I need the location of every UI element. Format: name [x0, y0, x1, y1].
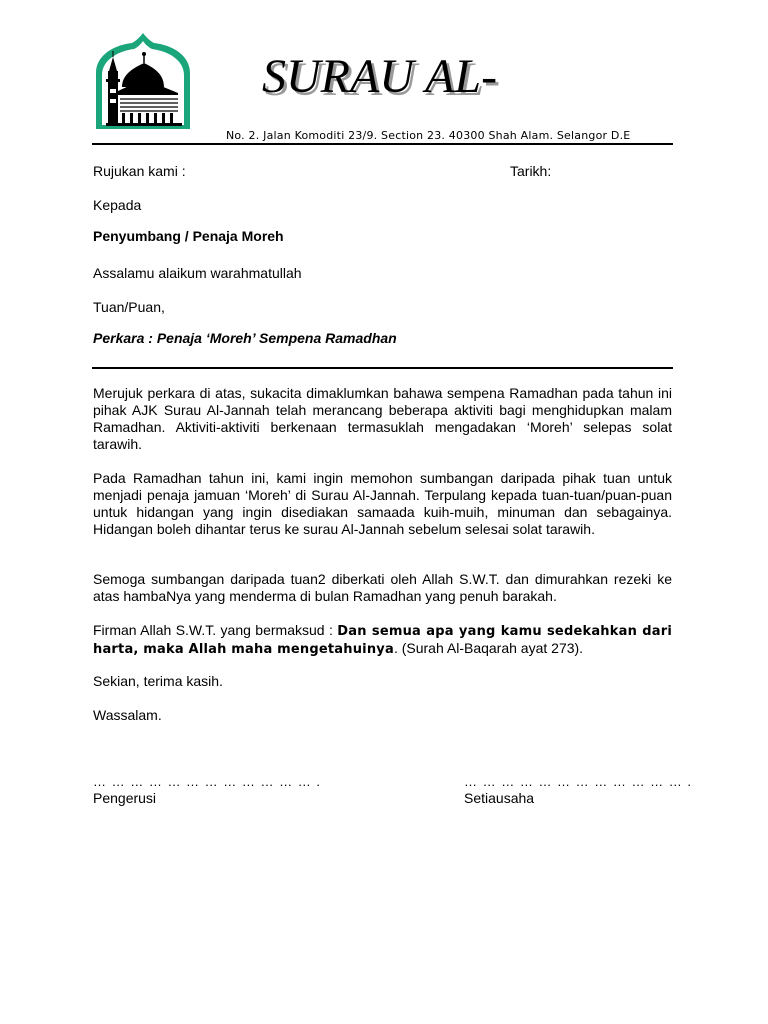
letter-subject: Perkara : Penaja ‘Moreh’ Sempena Ramadhan — [93, 330, 397, 346]
subject-divider — [92, 367, 673, 369]
recipient-name: Penyumbang / Penaja Moreh — [93, 228, 284, 244]
greeting-salam: Assalamu alaikum warahmatullah — [93, 265, 302, 281]
reference-label: Rujukan kami : — [93, 163, 186, 179]
quote-source: . (Surah Al-Baqarah ayat 273). — [393, 640, 584, 656]
signature-line-right: … … … … … … … … … … … … . — [464, 774, 692, 789]
body-paragraph-4 — [93, 622, 672, 658]
quote-intro: Firman Allah S.W.T. yang bermaksud : — [93, 622, 338, 638]
date-label: Tarikh: — [510, 163, 552, 179]
body-paragraph-2: Pada Ramadhan tahun ini, kami ingin memohon sumbangan daripada pihak tuan untuk menjadi penaja jamuan ‘Moreh’ di Surau Al-Jannah. Terpulang kepada tuan-tuan/puan-puan untuk hidangan yang ingin disediakan samaada kuih-muih, minuman dan sebagainya. Hidangan boleh dihantar terus ke surau Al-Jannah sebelum selesai solat tarawih. — [93, 470, 672, 537]
mosque-icon — [92, 33, 194, 133]
quote-text: Dan semua apa yang kamu sedekahkan dari harta, maka Allah maha mengetahuinya — [93, 624, 672, 657]
closing-line: Sekian, terima kasih. — [93, 673, 223, 689]
greeting-salutation: Tuan/Puan, — [93, 299, 165, 315]
organization-name: SURAU AL- — [262, 50, 498, 103]
wassalam-line: Wassalam. — [93, 707, 162, 723]
organization-address: No. 2. Jalan Komoditi 23/9. Section 23. 40300 Shah Alam. Selangor D.E — [226, 129, 631, 142]
signature-title-left: Pengerusi — [93, 790, 157, 806]
body-paragraph-1: Merujuk perkara di atas, sukacita dimaklumkan bahawa sempena Ramadhan pada tahun ini pihak AJK Surau Al-Jannah telah merancang beberapa aktiviti bagi menghidupkan malam Ramadhan. Aktiviti-aktiviti berkenaan termasuklah mengadakan ‘Moreh’ selepas solat tarawih. — [93, 385, 672, 452]
signature-line-left: … … … … … … … … … … … … . — [93, 774, 321, 789]
signature-title-right: Setiausaha — [464, 790, 535, 806]
recipient-to-label: Kepada — [93, 197, 142, 213]
header-divider — [92, 143, 673, 145]
body-paragraph-3: Semoga sumbangan daripada tuan2 diberkati oleh Allah S.W.T. dan dimurahkan rezeki ke atas hambaNya yang menderma di bulan Ramadhan yang penuh barakah. — [93, 571, 672, 604]
